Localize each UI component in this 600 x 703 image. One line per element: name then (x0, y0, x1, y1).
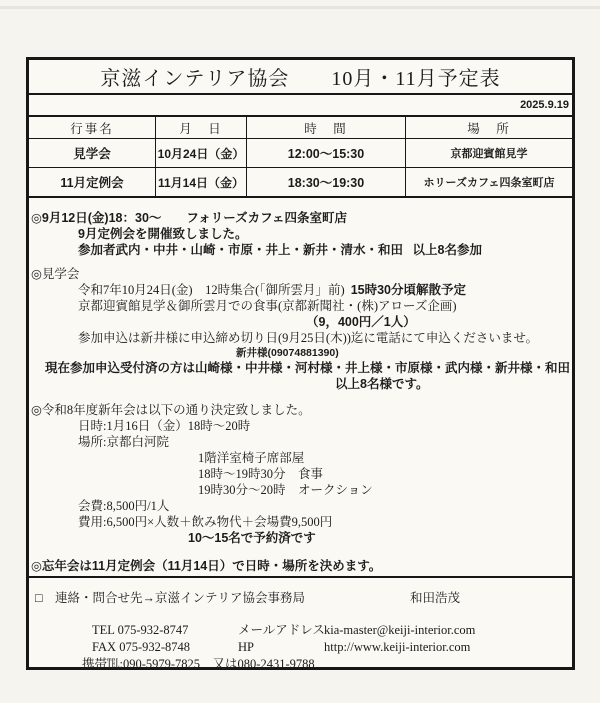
shinnenkai-room: 1階洋室椅子席部屋 (198, 451, 305, 465)
kengakukai-meet (31, 282, 570, 298)
cell-event: 見学会 (73, 147, 111, 161)
kengakukai-apply-contact: 新井様(09074881390) (236, 347, 339, 359)
header-place: 場 所 (405, 117, 572, 138)
contact-tel-line (35, 622, 570, 639)
september-heading: ◎9月12日(金)18：30～ フォリーズカフェ四条室町店 (31, 211, 348, 225)
cell-event: 11月定例会 (60, 176, 124, 190)
notes-body (29, 198, 572, 576)
header-time: 時 間 (246, 117, 405, 138)
cell-time: 12:00～15:30 (246, 139, 405, 167)
kengakukai-heading: ◎見学会 (31, 267, 80, 281)
contact-mobile-line (35, 656, 570, 673)
cell-date: 11月14日（金） (155, 168, 246, 196)
shinnenkai-fee: 会費:8,500円/1人 (78, 499, 170, 513)
september-held: 9月定例会を開催致しました。 (78, 227, 248, 241)
shinnenkai-timetable2: 19時30分～20時 オークション (198, 483, 373, 497)
shinnenkai-datetime: 日時:1月16日（金）18時～20時 (78, 419, 251, 433)
page-title: 京滋インテリア協会 10月・11月予定表 (29, 60, 572, 95)
contact-details (35, 622, 570, 673)
participants-names: 参加者武内・中井・山崎・市原・井上・新井・清水・和田 (78, 243, 404, 257)
kengakukai-apply: 参加申込は新井様に申込締め切り日(9月25日(木))迄に電話にて申込くださいませ。 (78, 331, 539, 345)
contact-section (29, 576, 572, 673)
mail-label: メールアドレス (238, 623, 325, 637)
table-row (29, 138, 572, 167)
contact-heading: □ 連絡・問合せ先→京滋インテリア協会事務局 (35, 591, 306, 605)
kengakukai-registered: 現在参加申込受付済の方は山崎様・中井様・河村様・井上様・市原様・武内様・新井様・和田 (45, 361, 571, 375)
contact-heading-line (35, 590, 570, 607)
hp-url: http://www.keiji-interior.com (324, 640, 471, 654)
cell-place: 京都迎賓館見学 (405, 139, 572, 167)
dismiss-text: 15時30分頃解散予定 (350, 283, 466, 297)
mobile-numbers: 携帯℡:090-5979-7825 又は080-2431-9788 (82, 657, 315, 671)
tel-number: TEL 075-932-8747 (92, 623, 189, 637)
shinnenkai-cost: 費用:6,500円×人数＋飲み物代＋会場費9,500円 (78, 515, 333, 529)
shinnenkai-timetable1: 18時～19時30分 食事 (198, 467, 324, 481)
kengakukai-detail: 京都迎賓館見学＆御所雲月での食事(京都新聞社・(株)アローズ企画) (78, 299, 457, 313)
table-header-row (29, 117, 572, 138)
kengakukai-price: （9，400円／1人） (306, 315, 416, 329)
contact-fax-line (35, 639, 570, 656)
cell-place: ホリーズカフェ四条室町店 (405, 168, 572, 196)
shinnenkai-place: 場所:京都白河院 (78, 435, 169, 449)
shinnenkai-reserved: 10～15名で予約済です (188, 531, 316, 545)
fax-number: FAX 075-932-8748 (92, 640, 191, 654)
cell-time: 18:30～19:30 (246, 168, 405, 196)
table-row (29, 167, 572, 196)
schedule-table (29, 117, 572, 198)
mail-address: kia-master@keiji-interior.com (324, 623, 476, 637)
september-participants (31, 242, 570, 258)
kengakukai-registered-count: 以上8名様です。 (335, 377, 429, 391)
participants-count: 以上8名参加 (412, 243, 482, 257)
header-event: 行事名 (70, 121, 114, 136)
meet-text: 令和7年10月24日(金) 12時集合(「御所雲月」前) (78, 283, 345, 297)
cell-date: 10月24日（金） (155, 139, 246, 167)
bonenkai-heading: ◎忘年会は11月定例会（11月14日）で日時・場所を決めます。 (31, 559, 382, 573)
issued-date: 2025.9.19 (29, 95, 572, 117)
document-frame (26, 57, 575, 670)
contact-person: 和田浩茂 (409, 591, 460, 605)
shinnenkai-heading: ◎令和8年度新年会は以下の通り決定致しました。 (31, 403, 311, 417)
hp-label: HP (238, 640, 254, 654)
scan-artifact (0, 6, 600, 9)
header-date: 月 日 (155, 117, 246, 138)
